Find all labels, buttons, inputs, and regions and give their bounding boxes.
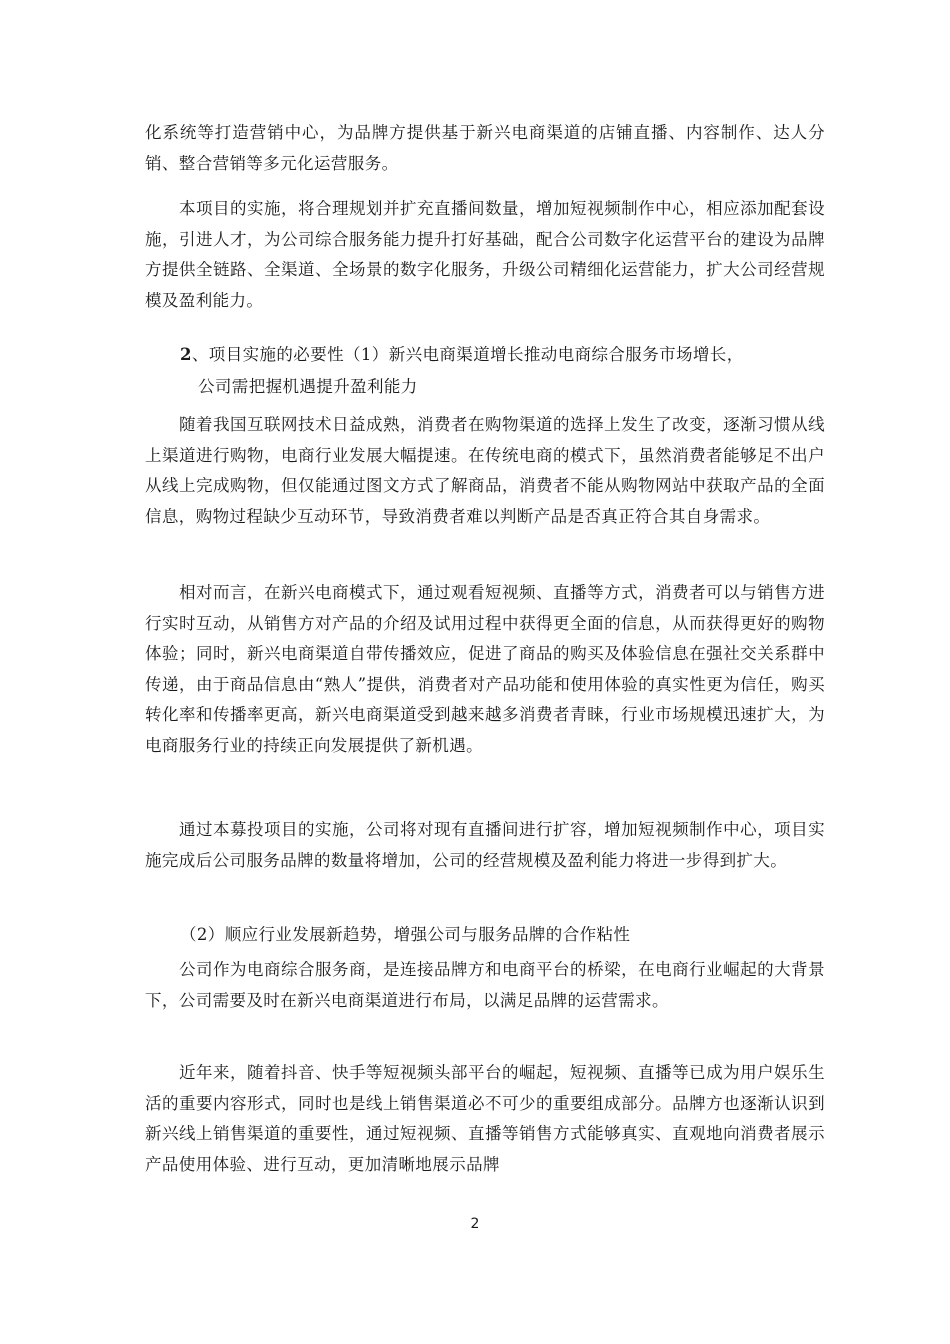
paragraph-recent-years: 近年来，随着抖音、快手等短视频头部平台的崛起，短视频、直播等已成为用户娱乐生活的重要内容形式，同时也是线上销售渠道必不可少的重要组成部分。品牌方也逐渐认识到新兴线上销售渠道的重要性，通过短视频、直播等销售方式能够真实、直观地向消费者展示产品使用体验、进行互动，更加清晰地展示品牌 (145, 1063, 825, 1174)
paragraph-internet-development: 随着我国互联网技术日益成熟，消费者在购物渠道的选择上发生了改变，逐渐习惯从线上渠道进行购物，电商行业发展大幅提速。在传统电商的模式下，虽然消费者能够足不出户从线上完成购物，但仅能通过图文方式了解商品，消费者不能从购物网站中获取产品的全面信息，购物过程缺少互动环节，导致消费者难以判断产品是否真正符合其自身需求。 (145, 415, 825, 526)
paragraph-new-ecommerce-mode: 相对而言，在新兴电商模式下，通过观看短视频、直播等方式，消费者可以与销售方进行实时互动，从销售方对产品的介绍及试用过程中获得更全面的信息，从而获得更好的购物体验；同时，新兴电商渠道自带传播效应，促进了商品的购买及体验信息在强社交关系群中传递，由于商品信息由“熟人”提供，消费者对产品功能和使用体验的真实性更为信任，购买转化率和传播率更高，新兴电商渠道受到越来越多消费者青睐，行业市场规模迅速扩大，为电商服务行业的持续正向发展提供了新机遇。 (145, 583, 825, 755)
paragraph-service-provider: 公司作为电商综合服务商，是连接品牌方和电商平台的桥梁，在电商行业崛起的大背景下，公司需要及时在新兴电商渠道进行布局，以满足品牌的运营需求。 (145, 960, 825, 1010)
heading-line-2: 公司需把握机遇提升盈利能力 (198, 377, 418, 396)
paragraph-continuation: 化系统等打造营销中心，为品牌方提供基于新兴电商渠道的店铺直播、内容制作、达人分销、整合营销等多元化运营服务。 (145, 123, 825, 173)
heading-line-1: 、项目实施的必要性（1）新兴电商渠道增长推动电商综合服务市场增长， (191, 345, 744, 364)
heading-number: 2 (180, 345, 192, 364)
paragraph-project-implementation: 本项目的实施，将合理规划并扩充直播间数量，增加短视频制作中心，相应添加配套设施，引进人才，为公司综合服务能力提升打好基础，配合公司数字化运营平台的建设为品牌方提供全链路、全渠道、全场景的数字化服务，升级公司精细化运营能力，扩大公司经营规模及盈利能力。 (145, 199, 825, 310)
paragraph-project-expansion: 通过本募投项目的实施，公司将对现有直播间进行扩容，增加短视频制作中心，项目实施完成后公司服务品牌的数量将增加，公司的经营规模及盈利能力将进一步得到扩大。 (145, 820, 825, 870)
section-heading-necessity (180, 339, 825, 403)
page-number: 2 (470, 1216, 480, 1232)
subheading-industry-trend: （2）顺应行业发展新趋势，增强公司与服务品牌的合作粘性 (180, 925, 631, 944)
